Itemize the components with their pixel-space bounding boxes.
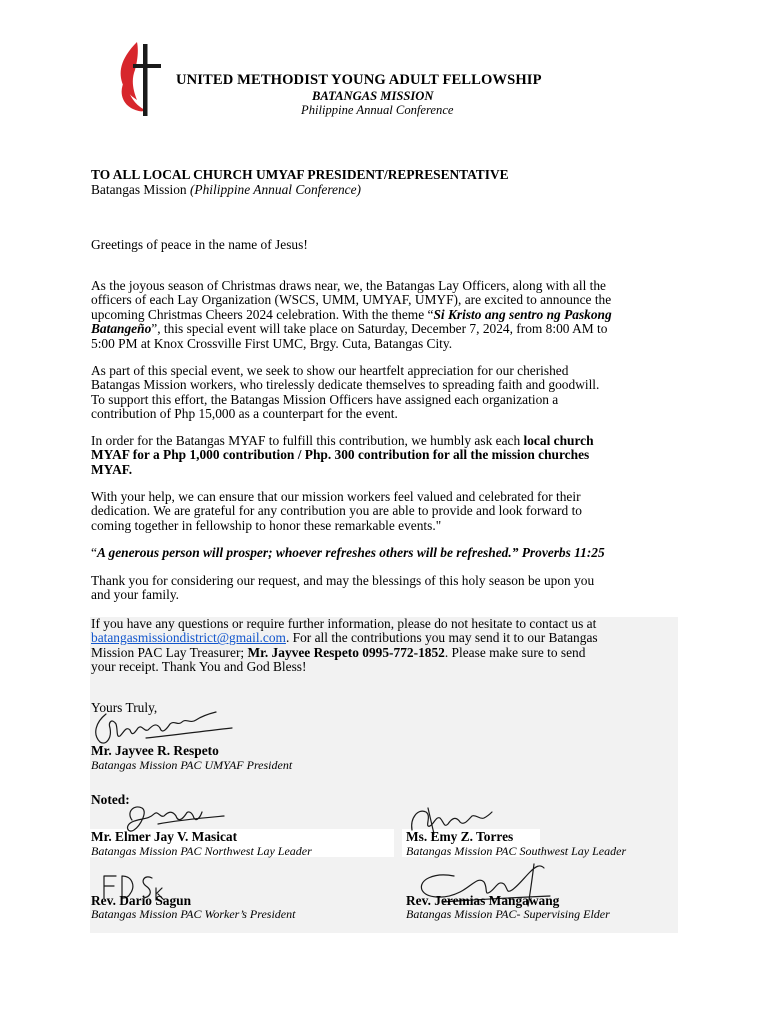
noted-name-2: Ms. Emy Z. Torres	[406, 829, 514, 844]
cross-and-flame-icon	[115, 40, 167, 118]
org-title: UNITED METHODIST YOUNG ADULT FELLOWSHIP	[176, 72, 542, 88]
paragraph-appreciation: As part of this special event, we seek to show our heartfelt appreciation for our cherished Batangas Mission workers, who tirelessly dedicate themselves to spreading faith and goodwill. To support this effort, the Batangas Mission Officers have assigned each organization a contribution of Php 15,000 as a counterpart for the event.	[91, 363, 600, 422]
paragraph-thanks: Thank you for considering our request, and may the blessings of this holy season be upon you and your family.	[91, 573, 595, 603]
noted-name-3: Rev. Dario Sagun	[91, 893, 192, 908]
paragraph-announcement: As the joyous season of Christmas draws near, we, the Batangas Lay Officers, along with all the officers of each Lay Organization (WSCS, UMM, UMYAF, UMYF), are excited to announce the upcoming Christmas Cheers 2024 celebration. With the theme “Si Kristo ang sentro ng Paskong Batangeño”, this special event will take place on Saturday, December 7, 2024, from 8:00 AM to 5:00 PM at Knox Crossville First UMC, Brgy. Cuta, Batangas City.	[91, 278, 612, 351]
bible-verse: “A generous person will prosper; whoever refreshes others will be refreshed.” Proverbs 11:25	[91, 545, 605, 560]
noted-name-4: Rev. Jeremias Mangawang	[406, 893, 560, 908]
signer-name: Mr. Jayvee R. Respeto	[91, 743, 219, 758]
paragraph-request: In order for the Batangas MYAF to fulfill this contribution, we humbly ask each local church MYAF for a Php 1,000 contribution / Php. 300 contribution for all the mission churches MYAF.	[91, 433, 594, 477]
greeting: Greetings of peace in the name of Jesus!	[91, 237, 308, 252]
signer-role: Batangas Mission PAC UMYAF President	[91, 758, 293, 772]
noted-role-4: Batangas Mission PAC- Supervising Elder	[406, 907, 610, 921]
closing: Yours Truly,	[91, 700, 158, 715]
noted-role-1: Batangas Mission PAC Northwest Lay Leader	[91, 844, 312, 858]
mission-title: BATANGAS MISSION	[312, 89, 434, 103]
noted-name-1: Mr. Elmer Jay V. Masicat	[91, 829, 238, 844]
noted-role-3: Batangas Mission PAC Worker’s President	[91, 907, 296, 921]
email-link[interactable]: batangasmissiondistrict@gmail.com	[91, 630, 286, 646]
noted-label: Noted:	[91, 792, 130, 807]
addressee-sub: Batangas Mission (Philippine Annual Conference)	[91, 182, 362, 197]
paragraph-contact: If you have any questions or require further information, please do not hesitate to contact us at batangasmissiondistrict@gmail.com. For all the contributions you may send it to our Batangas Mission PAC Lay Treasurer; Mr. Jayvee Respeto 0995-772-1852. Please make sure to send your receipt. Thank You and God Bless!	[91, 616, 598, 675]
noted-role-2: Batangas Mission PAC Southwest Lay Leader	[406, 844, 627, 858]
conference-subtitle: Philippine Annual Conference	[301, 103, 454, 117]
addressee-line: TO ALL LOCAL CHURCH UMYAF PRESIDENT/REPRESENTATIVE	[91, 167, 509, 182]
paragraph-gratitude: With your help, we can ensure that our mission workers feel valued and celebrated for their dedication. We are grateful for any contribution you are able to provide and look forward to coming together in fellowship to honor these remarkable events."	[91, 489, 582, 533]
